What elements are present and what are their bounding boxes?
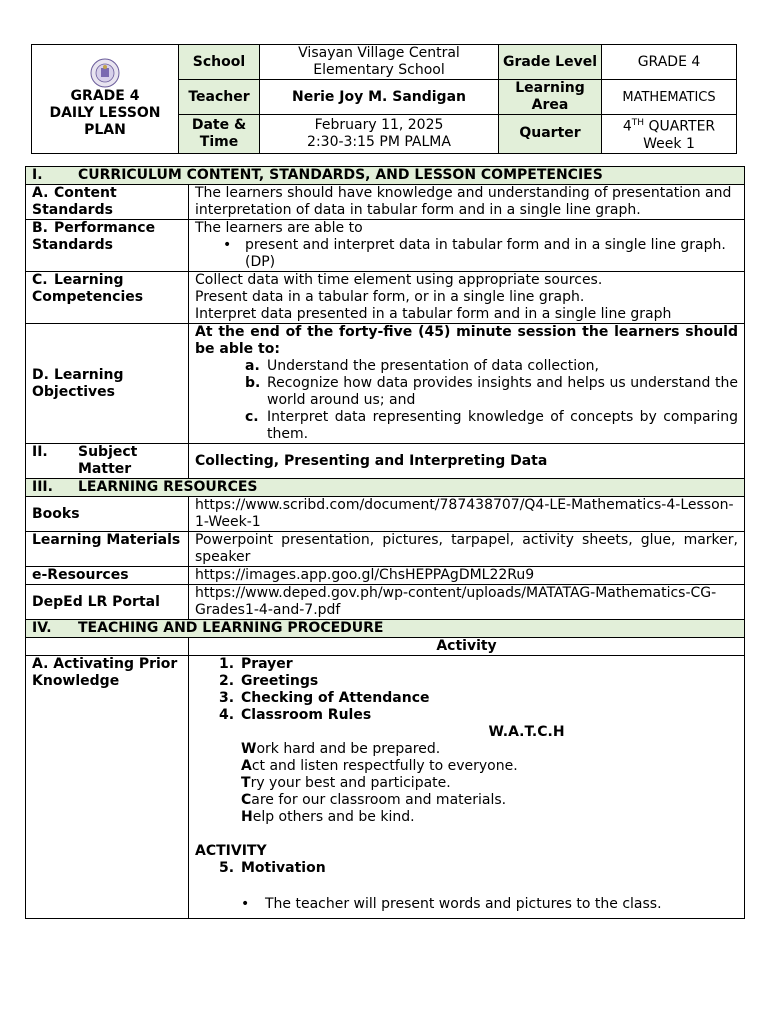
performance-intro: The learners are able to bbox=[195, 220, 363, 236]
learning-competencies-value bbox=[189, 272, 745, 324]
watch-text: are for our classroom and materials. bbox=[251, 792, 507, 808]
learning-objectives-label bbox=[26, 324, 189, 444]
watch-line bbox=[195, 741, 738, 758]
quarter-value bbox=[602, 115, 737, 154]
content-standards-label bbox=[26, 185, 189, 220]
learning-area-label: Learning Area bbox=[499, 80, 602, 115]
activating-prior-knowledge-label: A. Activating Prior Knowledge bbox=[26, 656, 189, 919]
activity-label: ACTIVITY bbox=[195, 843, 267, 859]
watch-line bbox=[195, 775, 738, 792]
watch-line bbox=[195, 809, 738, 826]
objectives-intro: At the end of the forty-five (45) minute session the learners should be able to: bbox=[195, 324, 738, 357]
competency-line-2: Present data in a tabular form, or in a single line graph. bbox=[195, 289, 585, 305]
subject-matter-value: Collecting, Presenting and Interpreting Data bbox=[189, 444, 745, 479]
learning-competencies-row bbox=[26, 272, 745, 324]
deped-portal-link[interactable]: https://www.deped.gov.ph/wp-content/uploads/MATATAG-Mathematics-CG-Grades1-4-and-7.pdf bbox=[189, 585, 745, 620]
step-number: 4. bbox=[219, 707, 235, 723]
objective-text: Recognize how data provides insights and helps us understand the world around us; and bbox=[267, 375, 738, 408]
watch-text: ry your best and participate. bbox=[250, 775, 451, 791]
plan-title-line3: PLAN bbox=[84, 122, 126, 139]
quarter-suffix: TH bbox=[631, 118, 645, 128]
watch-letter: W bbox=[241, 741, 257, 757]
quarter-number: 4 bbox=[622, 118, 632, 135]
header-table bbox=[31, 44, 737, 154]
step-text: Checking of Attendance bbox=[241, 690, 430, 706]
objective-item bbox=[245, 358, 738, 375]
objective-item bbox=[245, 409, 738, 443]
content-standards-value: The learners should have knowledge and understanding of presentation and interpretation of data in tabular form and in a single line graph. bbox=[189, 185, 745, 220]
e-resources-link[interactable]: https://images.app.goo.gl/ChsHEPPAgDML22Ru9 bbox=[189, 567, 745, 585]
step-number: 3. bbox=[219, 690, 235, 706]
grade-level-value: GRADE 4 bbox=[602, 45, 737, 80]
section-3-number: III. bbox=[32, 479, 53, 495]
school-value: Visayan Village Central Elementary School bbox=[260, 45, 499, 80]
motivation-heading bbox=[195, 860, 738, 877]
time-line: 2:30-3:15 PM PALMA bbox=[307, 133, 451, 150]
watch-letter: T bbox=[241, 775, 251, 791]
row-letter-c: C. bbox=[32, 272, 48, 288]
watch-line bbox=[195, 792, 738, 809]
section-3-title: LEARNING RESOURCES bbox=[78, 479, 258, 495]
school-label: School bbox=[179, 45, 260, 80]
performance-standards-text: Performance Standards bbox=[32, 220, 156, 253]
date-line: February 11, 2025 bbox=[314, 116, 444, 133]
subject-matter-row bbox=[26, 444, 745, 479]
learning-competencies-text: Learning Competencies bbox=[32, 272, 144, 305]
learning-area-value: MATHEMATICS bbox=[602, 80, 737, 115]
learning-materials-value: Powerpoint presentation, pictures, tarpapel, activity sheets, glue, marker, speaker bbox=[189, 532, 745, 567]
section-4-number: IV. bbox=[32, 620, 52, 636]
quarter-week: Week 1 bbox=[643, 135, 695, 152]
objective-text: Understand the presentation of data collection, bbox=[267, 358, 599, 374]
deped-portal-row bbox=[26, 585, 745, 620]
watch-text: elp others and be kind. bbox=[252, 809, 415, 825]
plan-title-line2: DAILY LESSON bbox=[49, 105, 161, 122]
row-letter-b: B. bbox=[32, 220, 48, 236]
watch-line bbox=[195, 758, 738, 775]
step-item bbox=[219, 656, 738, 673]
row-letter-a: A. bbox=[32, 185, 49, 201]
motivation-number: 5. bbox=[219, 860, 235, 876]
activity-header-blank bbox=[26, 638, 189, 656]
watch-letter: A bbox=[241, 758, 252, 774]
watch-text: ork hard and be prepared. bbox=[256, 741, 441, 757]
learning-materials-row bbox=[26, 532, 745, 567]
activity-header-row bbox=[26, 638, 745, 656]
watch-letter: C bbox=[241, 792, 252, 808]
section-3-header bbox=[26, 479, 745, 497]
learning-competencies-label bbox=[26, 272, 189, 324]
step-item bbox=[219, 673, 738, 690]
step-text: Prayer bbox=[241, 656, 293, 672]
activating-prior-knowledge-row bbox=[26, 656, 745, 919]
section-4-title: TEACHING AND LEARNING PROCEDURE bbox=[78, 620, 384, 636]
activating-prior-knowledge-content bbox=[189, 656, 745, 919]
section-1-title: CURRICULUM CONTENT, STANDARDS, AND LESSON COMPETENCIES bbox=[78, 167, 603, 183]
step-text: Classroom Rules bbox=[241, 707, 372, 723]
motivation-bullet: • The teacher will present words and pictures to the class. bbox=[195, 896, 738, 913]
objective-letter: c. bbox=[245, 409, 259, 425]
objective-item bbox=[245, 375, 738, 409]
objective-text: Interpret data representing knowledge of concepts by comparing them. bbox=[267, 409, 738, 442]
section-1-number: I. bbox=[32, 167, 43, 183]
step-item bbox=[219, 707, 738, 724]
competency-line-1: Collect data with time element using appropriate sources. bbox=[195, 272, 603, 288]
watch-title: W.A.T.C.H bbox=[488, 724, 565, 740]
plan-title-cell bbox=[32, 45, 179, 154]
books-row bbox=[26, 497, 745, 532]
step-text: Greetings bbox=[241, 673, 319, 689]
activity-header: Activity bbox=[189, 638, 745, 656]
e-resources-label: e-Resources bbox=[26, 567, 189, 585]
section-2-title: Subject Matter bbox=[78, 444, 138, 477]
performance-bullet: • present and interpret data in tabular form and in a single line graph. (DP) bbox=[195, 237, 738, 271]
preliminary-steps-list bbox=[195, 656, 738, 724]
section-2-number: II. bbox=[32, 444, 48, 460]
date-time-label: Date & Time bbox=[179, 115, 260, 154]
watch-letter: H bbox=[241, 809, 253, 825]
content-standards-row bbox=[26, 185, 745, 220]
performance-standards-row bbox=[26, 220, 745, 272]
quarter-line bbox=[604, 115, 734, 136]
learning-objectives-value bbox=[189, 324, 745, 444]
plan-title-line1: GRADE 4 bbox=[70, 88, 140, 105]
performance-standards-label bbox=[26, 220, 189, 272]
competency-line-3: Interpret data presented in a tabular form and in a single line graph bbox=[195, 306, 672, 322]
teacher-value: Nerie Joy M. Sandigan bbox=[260, 80, 499, 115]
learning-objectives-row bbox=[26, 324, 745, 444]
quarter-word: QUARTER bbox=[644, 118, 716, 135]
subject-matter-label bbox=[26, 444, 189, 479]
books-link[interactable]: https://www.scribd.com/document/787438707/Q4-LE-Mathematics-4-Lesson-1-Week-1 bbox=[189, 497, 745, 532]
deped-portal-label: DepEd LR Portal bbox=[26, 585, 189, 620]
step-number: 1. bbox=[219, 656, 235, 672]
objective-letter: a. bbox=[245, 358, 260, 374]
lesson-table bbox=[25, 166, 745, 919]
step-item bbox=[219, 690, 738, 707]
performance-standards-value bbox=[189, 220, 745, 272]
quarter-label: Quarter bbox=[499, 115, 602, 154]
books-label: Books bbox=[26, 497, 189, 532]
step-number: 2. bbox=[219, 673, 235, 689]
deped-seal-icon bbox=[90, 58, 120, 88]
learning-objectives-text: Learning Objectives bbox=[32, 366, 124, 400]
grade-level-label: Grade Level bbox=[499, 45, 602, 80]
teacher-label: Teacher bbox=[179, 80, 260, 115]
content-standards-text: Content Standards bbox=[32, 185, 117, 218]
objective-letter: b. bbox=[245, 375, 261, 391]
section-1-header bbox=[26, 167, 745, 185]
e-resources-row bbox=[26, 567, 745, 585]
date-time-value bbox=[260, 115, 499, 154]
section-4-header bbox=[26, 620, 745, 638]
learning-materials-label: Learning Materials bbox=[26, 532, 189, 567]
motivation-label: Motivation bbox=[241, 860, 326, 876]
row-letter-d: D. bbox=[32, 366, 49, 383]
objectives-list bbox=[195, 358, 738, 443]
watch-text: ct and listen respectfully to everyone. bbox=[251, 758, 518, 774]
